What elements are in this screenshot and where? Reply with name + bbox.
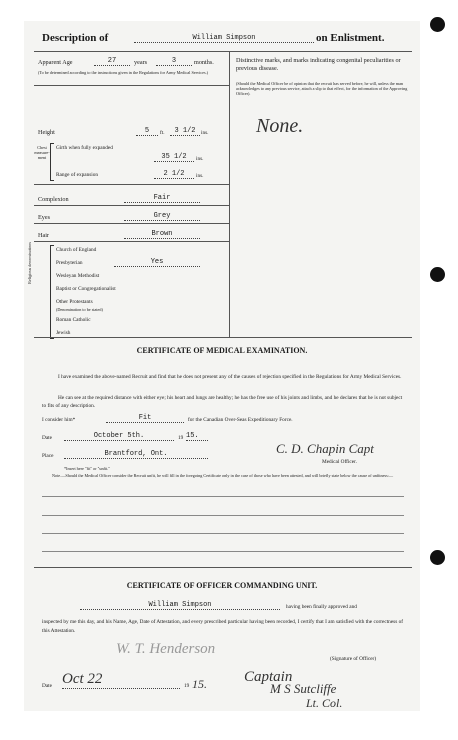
place-label: Place — [42, 453, 54, 459]
commanding-title: CERTIFICATE OF OFFICER COMMANDING UNIT. — [126, 581, 318, 590]
range-label: Range of expansion — [56, 172, 99, 178]
age-note: (To be determined according to the instructions given in the Regulations for Army Medical Services.) — [38, 70, 209, 75]
marks-heading: Distinctive marks, and marks indicating congenital peculiarities or previous disease. — [236, 57, 401, 72]
punch-hole-middle — [430, 267, 445, 282]
medical-year-value: 15. — [186, 432, 208, 441]
title-right: on Enlistment. — [316, 32, 385, 44]
complexion-label: Complexion — [38, 196, 69, 203]
for-label: for the Canadian Over-Seas Expeditionary Force. — [188, 417, 293, 423]
religion-side-label: Religious denominations — [27, 242, 32, 284]
religion-roman-catholic: Roman Catholic — [56, 317, 91, 323]
complexion-value: Fair — [124, 194, 200, 203]
girth-label: Girth when fully expanded — [56, 145, 113, 151]
medical-year-prefix: 19 — [178, 435, 184, 441]
cause-line-2 — [42, 515, 404, 516]
hair-label: Hair — [38, 232, 49, 239]
marks-note: (Should the Medical Officer be of opinion that the recruit has served before, he will, unless the man acknowledges to any previous service, attach a slip to that effect, for the information of the Approving Officer). — [236, 81, 408, 96]
commanding-year-value: 15. — [192, 677, 207, 691]
commanding-signature-label: (Signature of Officer) — [330, 656, 377, 662]
column-divider — [229, 51, 230, 337]
commanding-text-1: having been finally approved and — [286, 604, 357, 610]
medical-officer-label: Medical Officer. — [322, 459, 357, 465]
height-ft-label: ft. — [160, 130, 165, 136]
enlistment-form — [24, 21, 420, 711]
commanding-date-label: Date — [42, 683, 52, 689]
unfit-note: Note.—Should the Medical Officer consider the Recruit unfit, he will fill in the foregoing Certificate only in the case of those who have been attested, and will briefly state below the cause of unfitness:— — [52, 473, 394, 478]
religion-bottom-line — [34, 337, 412, 338]
eyes-value: Grey — [124, 212, 200, 221]
age-years: 27 — [94, 57, 130, 66]
chest-brace — [50, 143, 54, 181]
punch-hole-top — [430, 17, 445, 32]
range-unit: ins. — [196, 173, 204, 179]
row-divider-3 — [34, 241, 229, 242]
cause-line-4 — [42, 551, 404, 552]
row-divider-2 — [34, 223, 229, 224]
eyes-label: Eyes — [38, 214, 51, 221]
years-label: years — [134, 59, 148, 66]
medical-para-2: He can see at the required distance with either eye; his heart and lungs are healthy; he has the free use of his joints and limbs, and he declares that he is not subject to fits of any description. — [42, 395, 403, 409]
cause-line-3 — [42, 533, 404, 534]
medical-date-value: October 5th. — [64, 432, 174, 441]
section-divider — [34, 567, 412, 568]
height-in-label: ins. — [201, 130, 209, 136]
height-ft-value: 5 — [136, 127, 158, 136]
recruit-name: William Simpson — [134, 34, 314, 43]
girth-unit: ins. — [196, 156, 204, 162]
row-divider-1 — [34, 205, 229, 206]
commanding-text-2: inspected by me this day, and his Name, Age, Date of Attestation, and every prescribed particular having been recorded, I certify that I am satisfied with the correctness of this Attestation. — [42, 619, 404, 634]
religion-baptist: Baptist or Congregationalist — [56, 286, 116, 292]
chest-divider — [34, 184, 229, 185]
religion-wesleyan: Wesleyan Methodist — [56, 273, 100, 279]
marks-value: None. — [256, 115, 304, 137]
commanding-date-value: Oct 22 — [62, 671, 180, 689]
religion-church-of-england: Church of England — [56, 247, 97, 253]
religion-presbyterian-value: Yes — [114, 258, 200, 267]
medical-signature: C. D. Chapin Capt — [276, 441, 374, 456]
commanding-officer-rank: Lt. Col. — [306, 696, 343, 710]
religion-jewish: Jewish — [56, 330, 71, 336]
commanding-officer-name: M S Sutcliffe — [270, 681, 337, 696]
months-label: months. — [194, 59, 214, 66]
chest-label: Chest measure-ment — [34, 145, 50, 160]
frame-top — [34, 51, 412, 52]
religion-other-protestants: Other Protestants — [56, 299, 93, 305]
punch-hole-bottom — [430, 550, 445, 565]
commanding-year-prefix: 19 — [184, 683, 190, 689]
girth-value: 35 1/2 — [154, 153, 194, 162]
place-value: Brantford, Ont. — [64, 450, 208, 459]
religion-brace — [50, 245, 54, 339]
range-value: 2 1/2 — [154, 170, 194, 179]
medical-title: CERTIFICATE OF MEDICAL EXAMINATION. — [136, 346, 308, 355]
commanding-rank: Captain — [244, 669, 293, 685]
consider-label: I consider him* — [42, 417, 76, 423]
age-divider — [34, 85, 229, 86]
hair-value: Brown — [124, 230, 200, 239]
commanding-recruit-name: William Simpson — [80, 601, 280, 610]
age-months: 3 — [156, 57, 192, 66]
religion-presbyterian: Presbyterian — [56, 260, 83, 266]
commanding-signature: W. T. Henderson — [116, 641, 216, 657]
height-label: Height — [38, 129, 55, 136]
religion-denomination-note: (Denomination to be stated) — [56, 307, 103, 312]
medical-date-label: Date — [42, 435, 52, 441]
height-in-value: 3 1/2 — [170, 127, 200, 136]
consider-value: Fit — [106, 414, 184, 423]
title-left: Description of — [42, 32, 109, 44]
medical-para-1: I have examined the above-named Recruit and find that he does not present any of the causes of rejection specified in the Regulations for Army Medical Services. — [58, 374, 402, 380]
insert-note: *Insert here "fit" or "unfit." — [64, 466, 111, 471]
apparent-age-label: Apparent Age — [38, 59, 73, 66]
cause-line-1 — [42, 496, 404, 497]
